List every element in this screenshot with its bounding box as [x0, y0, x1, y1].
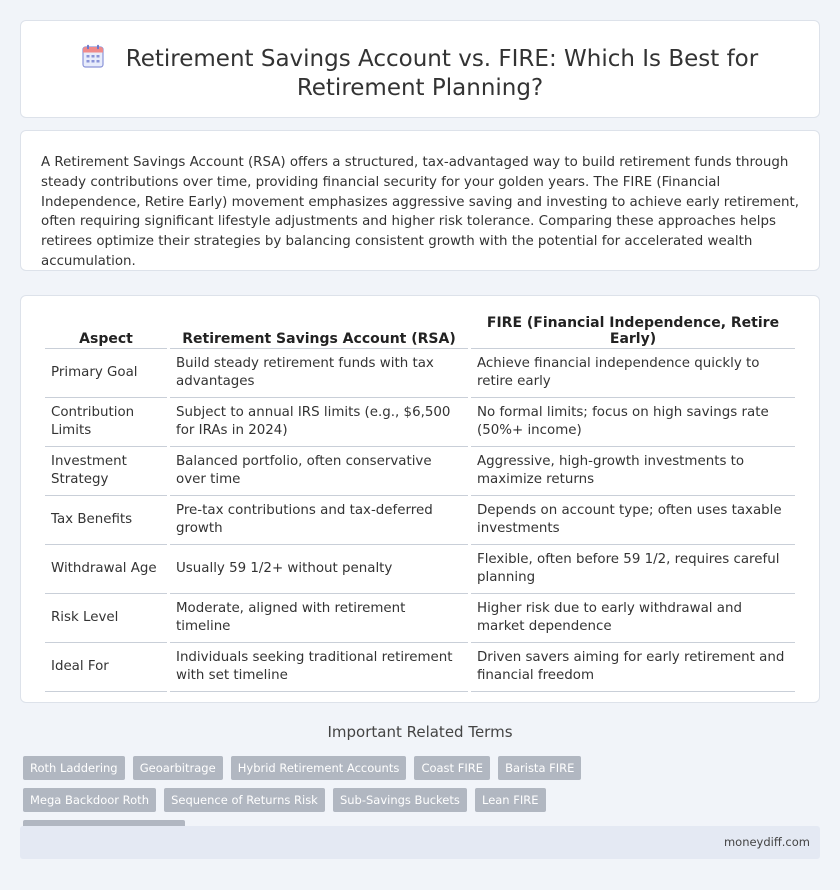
row-aspect: Withdrawal Age — [45, 545, 167, 594]
related-tag[interactable]: Mega Backdoor Roth — [23, 788, 156, 812]
table-header-row — [45, 315, 795, 349]
related-tag[interactable]: Hybrid Retirement Accounts — [231, 756, 407, 780]
table-row — [45, 594, 795, 643]
row-fire: No formal limits; focus on high savings rate (50%+ income) — [471, 398, 795, 447]
row-rsa: Pre-tax contributions and tax-deferred growth — [170, 496, 468, 545]
related-tag[interactable]: Sequence of Returns Risk — [164, 788, 325, 812]
table-row — [45, 398, 795, 447]
row-rsa: Moderate, aligned with retirement timeline — [170, 594, 468, 643]
comparison-table — [42, 315, 798, 692]
table-row — [45, 545, 795, 594]
footer-bar — [20, 826, 820, 859]
row-aspect: Contribution Limits — [45, 398, 167, 447]
row-rsa: Individuals seeking traditional retirement with set timeline — [170, 643, 468, 692]
row-aspect: Primary Goal — [45, 349, 167, 398]
related-tag[interactable]: Coast FIRE — [414, 756, 490, 780]
row-fire: Aggressive, high-growth investments to maximize returns — [471, 447, 795, 496]
related-tag[interactable]: Geoarbitrage — [133, 756, 223, 780]
row-fire: Flexible, often before 59 1/2, requires careful planning — [471, 545, 795, 594]
row-rsa: Build steady retirement funds with tax advantages — [170, 349, 468, 398]
row-fire: Achieve financial independence quickly to retire early — [471, 349, 795, 398]
comparison-card — [20, 295, 820, 703]
row-aspect: Tax Benefits — [45, 496, 167, 545]
page-title: Retirement Savings Account vs. FIRE: Which Is Best for Retirement Planning? — [125, 46, 759, 101]
calendar-icon — [82, 44, 104, 68]
related-tag[interactable]: Lean FIRE — [475, 788, 546, 812]
title-card — [20, 20, 820, 118]
table-row — [45, 447, 795, 496]
row-rsa: Usually 59 1/2+ without penalty — [170, 545, 468, 594]
row-rsa: Subject to annual IRS limits (e.g., $6,500 for IRAs in 2024) — [170, 398, 468, 447]
intro-card — [20, 130, 820, 271]
row-fire: Driven savers aiming for early retirement and financial freedom — [471, 643, 795, 692]
related-terms-title: Important Related Terms — [327, 723, 513, 741]
table-row — [45, 496, 795, 545]
row-aspect: Investment Strategy — [45, 447, 167, 496]
related-tag[interactable]: Sub-Savings Buckets — [333, 788, 467, 812]
table-row — [45, 643, 795, 692]
header-rsa: Retirement Savings Account (RSA) — [170, 315, 468, 349]
row-rsa: Balanced portfolio, often conservative over time — [170, 447, 468, 496]
header-fire: FIRE (Financial Independence, Retire Early) — [471, 315, 795, 349]
row-aspect: Ideal For — [45, 643, 167, 692]
related-tag[interactable]: Barista FIRE — [498, 756, 581, 780]
row-fire: Depends on account type; often uses taxable investments — [471, 496, 795, 545]
title-wrap — [21, 44, 819, 103]
header-aspect: Aspect — [45, 315, 167, 349]
table-row — [45, 349, 795, 398]
intro-paragraph: A Retirement Savings Account (RSA) offers a structured, tax-advantaged way to build retirement funds through steady contributions over time, providing financial security for your golden years. The FIRE (Financial Independence, Retire Early) movement emphasizes aggressive saving and investing to achieve early retirement, often requiring significant lifestyle adjustments and higher risk tolerance. Comparing these approaches helps retirees optimize their strategies by balancing consistent growth with the potential for accelerated wealth accumulation. — [41, 155, 799, 269]
row-aspect: Risk Level — [45, 594, 167, 643]
footer-site-link[interactable]: moneydiff.com — [723, 835, 810, 849]
related-tag[interactable]: Roth Laddering — [23, 756, 125, 780]
row-fire: Higher risk due to early withdrawal and market dependence — [471, 594, 795, 643]
